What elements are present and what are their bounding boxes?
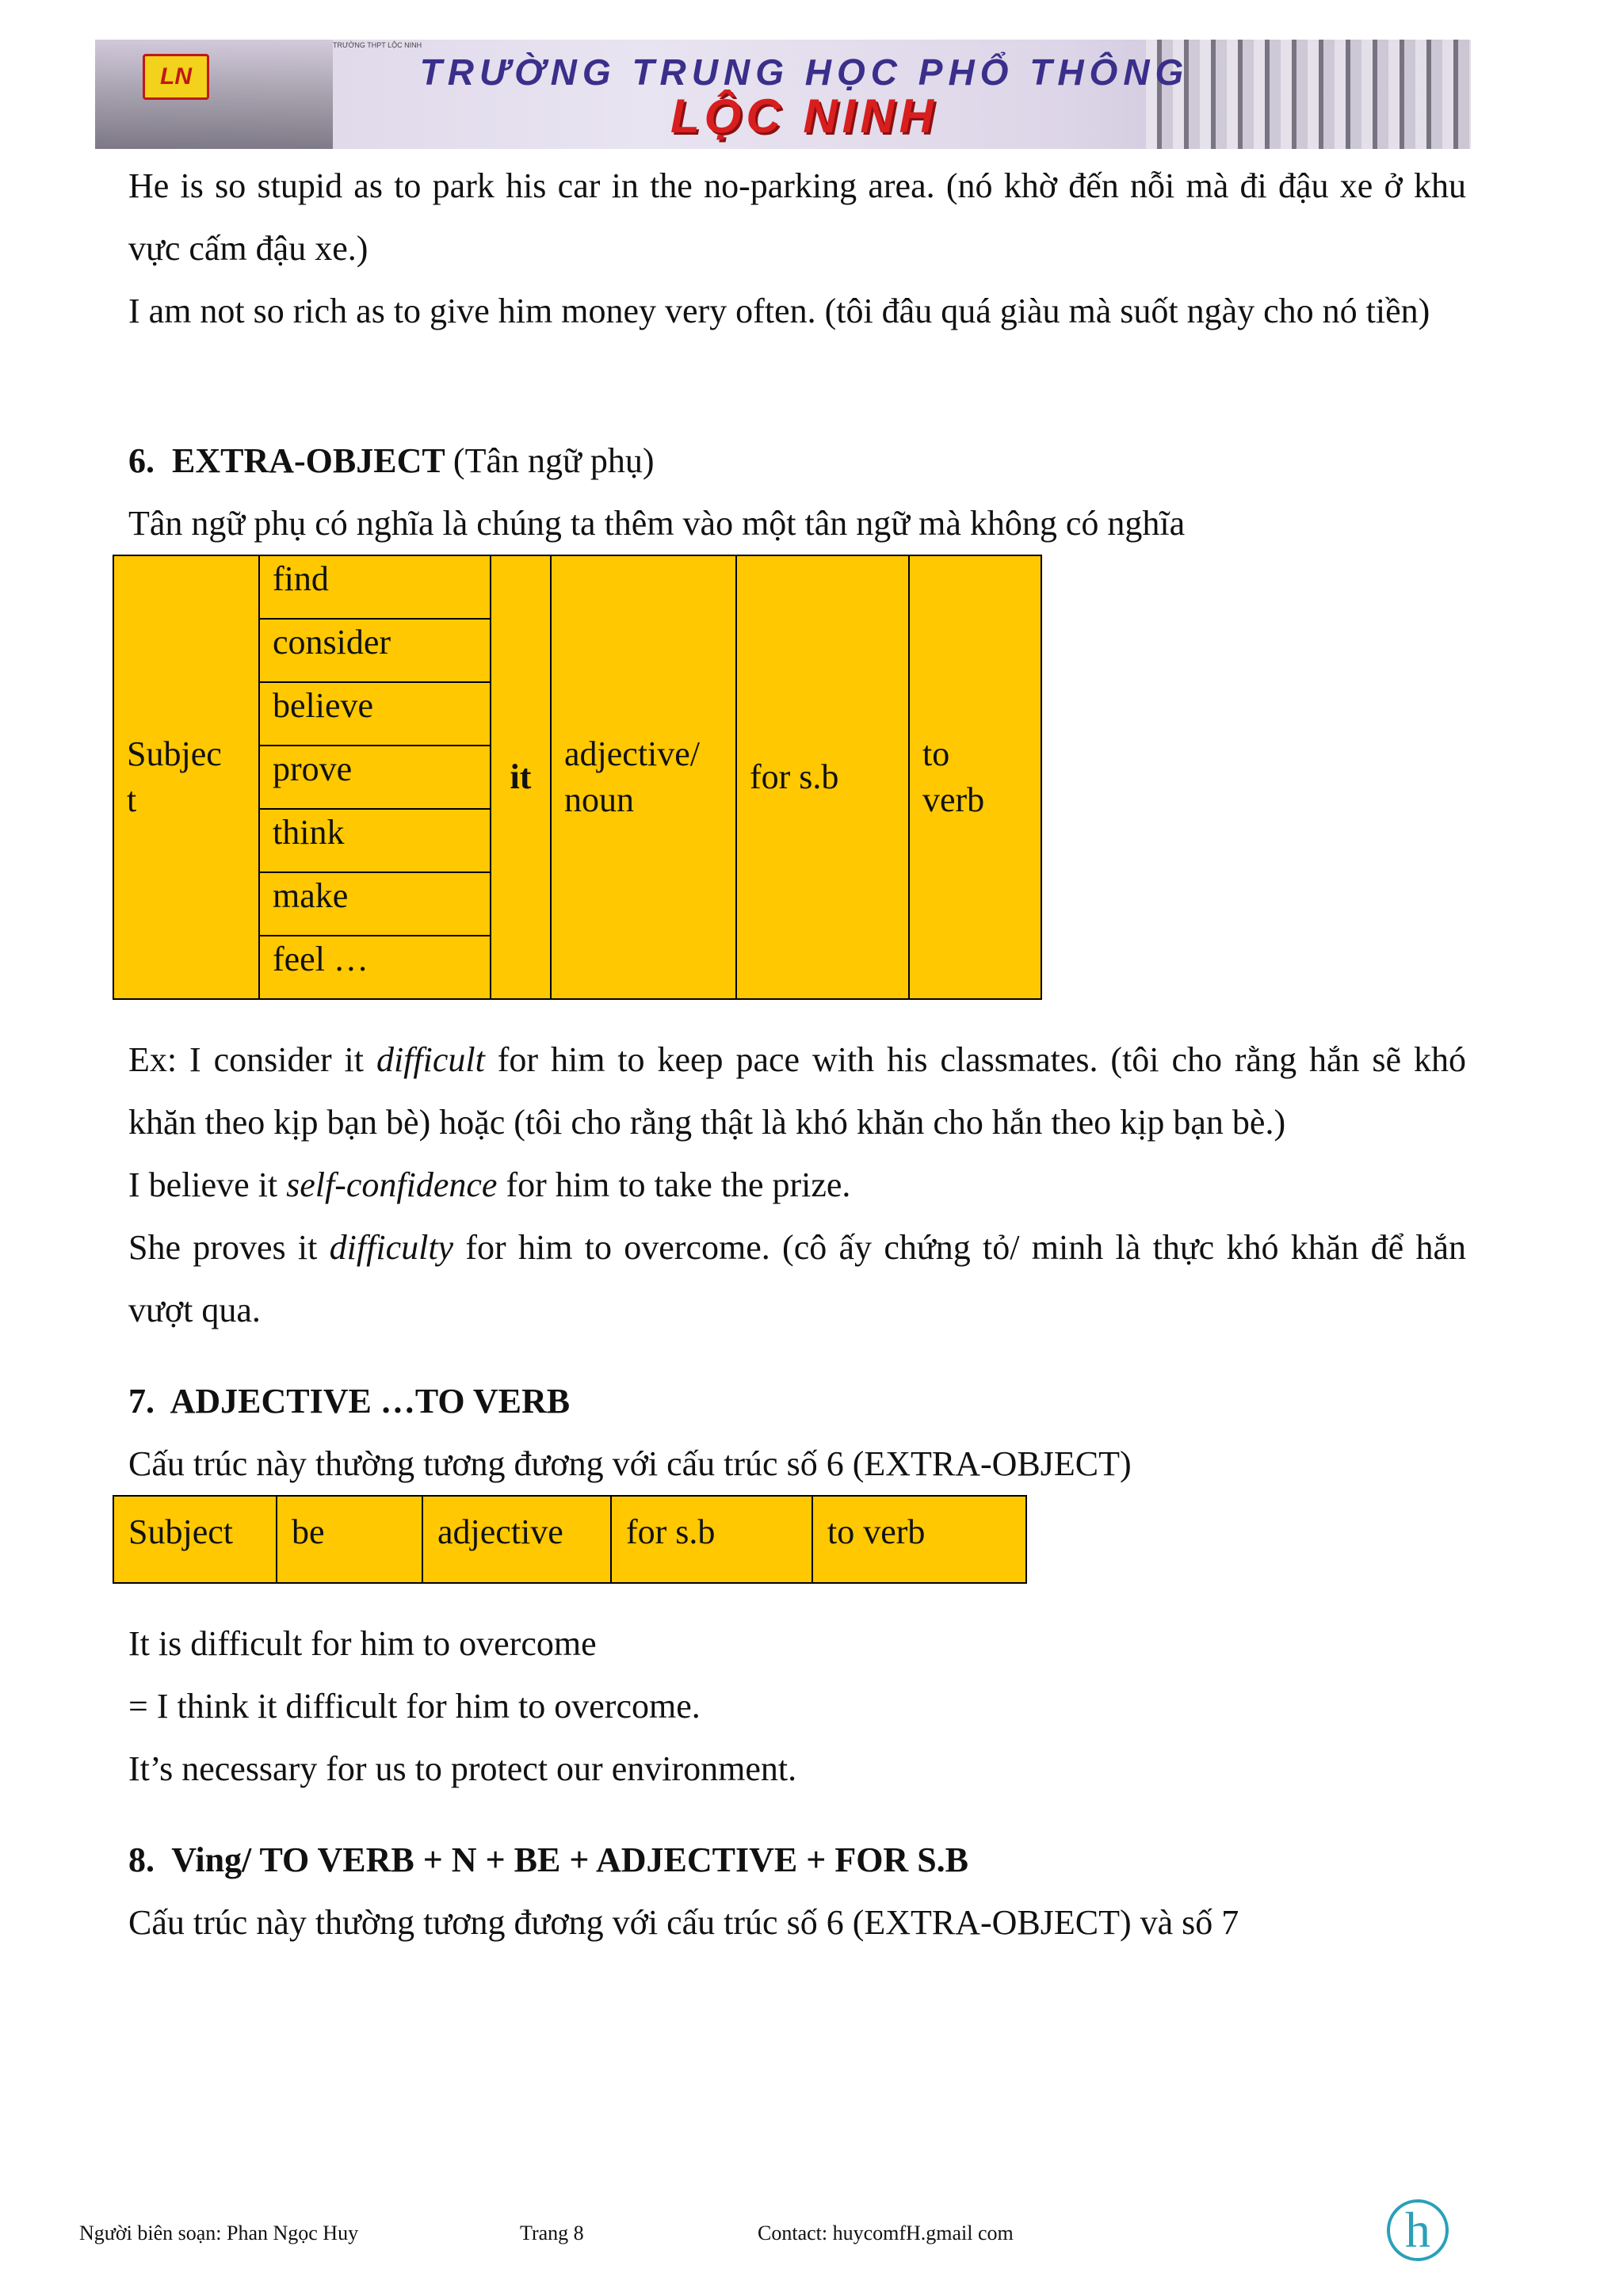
example-text: She proves it (128, 1228, 330, 1267)
school-logo: LN (143, 54, 209, 100)
section7-title: ADJECTIVE …TO VERB (170, 1382, 571, 1421)
section7-example-2: = I think it difficult for him to overcome. (128, 1687, 701, 1726)
footer-page-number: Trang 8 (520, 2222, 584, 2245)
banner-school-line2: LỘC NINH (670, 90, 938, 143)
example-text: I believe it (128, 1165, 287, 1204)
section8-heading (128, 1829, 1466, 1891)
section7-heading (128, 1370, 1466, 1432)
table-cell: Subject (113, 1496, 277, 1583)
example-text: for him to overcome. (cô ấy chứng tỏ/ minh là thực khó khăn để hắn vượt qua. (128, 1228, 1466, 1329)
example-text: for him to take the prize. (497, 1165, 851, 1204)
table-verb-cell: feel … (259, 936, 491, 999)
section6-number: 6. (128, 441, 155, 480)
table-adjective-line2: noun (564, 780, 634, 819)
spacer (128, 1584, 1466, 1612)
table-verb-cell: make (259, 872, 491, 936)
footer-h-logo-icon: h (1387, 2199, 1449, 2261)
spacer (128, 342, 1466, 429)
table-verb-cell: believe (259, 682, 491, 746)
table-to-line1: to (922, 734, 950, 773)
intro-line-2: I am not so rich as to give him money very often. (tôi đâu quá giàu mà suốt ngày cho nó tiền) (128, 292, 1430, 330)
section7-example-3: It’s necessary for us to protect our environment. (128, 1749, 797, 1788)
footer-contact: Contact: huycomfH.gmail com (758, 2222, 1014, 2245)
section6-example-1 (128, 1028, 1466, 1154)
section6-example-2 (128, 1154, 1466, 1216)
table-cell: to verb (812, 1496, 1026, 1583)
example-emphasis: difficulty (329, 1228, 454, 1267)
table-verb-cell: prove (259, 746, 491, 809)
extra-object-table (113, 555, 1042, 1000)
school-banner (95, 40, 1471, 149)
section6-subtitle: (Tân ngữ phụ) (453, 441, 655, 480)
table-verb-cell: find (259, 555, 491, 619)
footer-author: Người biên soạn: Phan Ngọc Huy (79, 2222, 359, 2245)
banner-school-line1: TRƯỜNG TRUNG HỌC PHỔ THÔNG (419, 51, 1190, 93)
intro-line-1: He is so stupid as to park his car in the no-parking area. (nó khờ đến nỗi mà đi đậu xe ở khu vực cấm đậu xe.) (128, 166, 1466, 268)
section7-description: Cấu trúc này thường tương đương với cấu trúc số 6 (EXTRA-OBJECT) (128, 1444, 1132, 1483)
section6-example-3 (128, 1216, 1466, 1341)
section6-description: Tân ngữ phụ có nghĩa là chúng ta thêm vào một tân ngữ mà không có nghĩa (128, 504, 1186, 543)
table-adjective-line1: adjective/ (564, 734, 701, 773)
table-to-line2: verb (922, 780, 985, 819)
table-verb-cell: think (259, 809, 491, 872)
table-it-cell: it (491, 555, 551, 999)
section8-number: 8. (128, 1840, 155, 1879)
table-subject-cell (113, 555, 259, 999)
table-subject-line1: Subjec (127, 734, 222, 773)
section8-title: Ving/ TO VERB + N + BE + ADJECTIVE + FOR S.B (171, 1840, 969, 1879)
example-emphasis: difficult (376, 1040, 485, 1079)
spacer (128, 1000, 1466, 1028)
section6-title: EXTRA-OBJECT (172, 441, 445, 480)
section7-example-1: It is difficult for him to overcome (128, 1624, 597, 1663)
section8-description: Cấu trúc này thường tương đương với cấu trúc số 6 (EXTRA-OBJECT) và số 7 (128, 1903, 1239, 1942)
example-emphasis: self-confidence (286, 1165, 498, 1204)
table-to-verb-cell (909, 555, 1041, 999)
spacer (128, 1800, 1466, 1829)
table-cell: for s.b (611, 1496, 812, 1583)
page-content (128, 154, 1466, 1954)
example-text: for him to keep pace with his classmates. (tôi cho rằng hắn sẽ khó khăn theo kịp bạn bè) hoặc (tôi cho rằng thật là khó khăn cho hắn theo kịp bạn bè.) (128, 1040, 1467, 1142)
table-verb-cell: consider (259, 619, 491, 682)
table-adjective-cell (551, 555, 736, 999)
section6-heading (128, 429, 1466, 492)
example-text: Ex: I consider it (128, 1040, 376, 1079)
section7-number: 7. (128, 1382, 155, 1421)
table-for-sb-cell: for s.b (736, 555, 909, 999)
adjective-to-verb-table (113, 1495, 1027, 1584)
spacer (128, 1341, 1466, 1370)
table-cell: be (277, 1496, 422, 1583)
banner-caption: TRƯỜNG THPT LỘC NINH (333, 41, 422, 49)
table-cell: adjective (422, 1496, 611, 1583)
table-subject-line2: t (127, 780, 137, 819)
